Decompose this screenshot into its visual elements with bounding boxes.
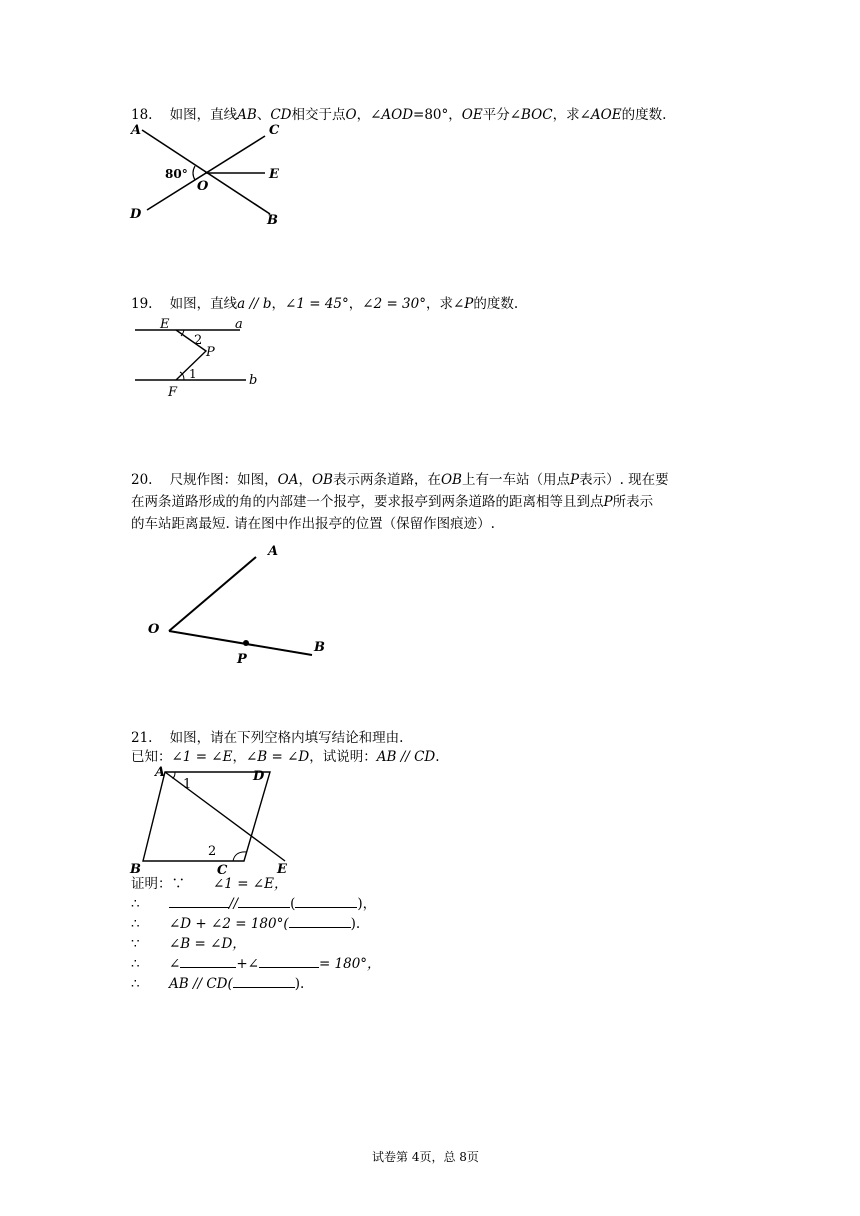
q18-figure [125,118,295,230]
question-21-text: 21. 如图，请在下列空格内填写结论和理由. 已知：∠1 = ∠E，∠B = ∠D，试说明：AB // CD. [131,730,440,765]
answer-blank-4[interactable] [289,914,351,928]
q18-label-c: C [269,123,280,138]
page-footer: 试卷第 4页，总 8页 [372,1150,479,1164]
q19-number: 19. [131,296,153,312]
question-18-text: 18. 如图，直线AB、CD相交于点O，∠AOD=80°，OE平分∠BOC，求∠AOE的度数. [131,107,667,123]
q21-figure [125,764,305,878]
q19-label-e: E [160,317,170,332]
q19-label-b: b [249,373,258,388]
answer-blank-6[interactable] [259,954,319,968]
proof-row-2: ∴ // ( )， [131,896,377,912]
q19-label-1: 1 [189,367,197,381]
question-20-text: 20. 尺规作图：如图，OA，OB表示两条道路，在OB上有一车站（用点P表示）. 现在要 在两条道路形成的角的内部建一个报亭，要求报亭到两条道路的距离相等且到点P所表示 的车站距离最短. 请在图中作出报亭的位置（保留作图痕迹）. [131,472,669,532]
answer-blank-5[interactable] [180,954,236,968]
q21-proof [131,874,381,994]
q19-label-a: a [235,317,243,332]
answer-blank-7[interactable] [233,974,295,988]
proof-row-3: ∴ ∠D + ∠2 = 180°( ). [131,916,361,932]
q20-label-b: B [314,640,325,655]
q20-label-p: P [237,652,247,667]
answer-blank-3[interactable] [295,894,357,908]
q21-label-1: 1 [183,777,192,792]
q19-label-2: 2 [194,333,203,348]
q18-label-d: D [130,207,142,222]
q21-label-c: C [217,863,228,878]
q18-angle-label: 80° [165,167,188,181]
q19-figure [128,314,268,400]
proof-row-6: ∴ AB // CD( ). [131,976,305,992]
q21-label-b: B [130,862,141,877]
q21-number: 21. [131,730,153,746]
q20-label-a: A [268,544,279,559]
answer-blank-2[interactable] [238,894,290,908]
q20-label-o: O [148,622,160,637]
proof-row-1: 证明：∵ ∠1 = ∠E， [131,876,288,892]
q21-label-e: E [277,862,287,877]
q19-label-p: P [206,345,215,360]
q18-label-e: E [269,167,279,182]
q21-label-2: 2 [208,844,217,859]
answer-blank-1[interactable] [169,894,229,908]
q20-number: 20. [131,472,153,488]
q20-figure [140,535,340,670]
q18-label-o: O [197,179,209,194]
question-19-text: 19. 如图，直线a // b，∠1 = 45°，∠2 = 30°，求∠P的度数. [131,296,519,312]
proof-row-5: ∴ ∠ +∠ = 180°， [131,956,381,972]
proof-row-4: ∵ ∠B = ∠D， [131,936,246,952]
q18-label-a: A [131,123,142,138]
q18-label-b: B [267,213,278,228]
q21-label-a: A [155,765,166,780]
q19-label-f: F [168,385,178,400]
q18-number: 18. [131,107,153,123]
q21-label-d: D [253,769,265,784]
